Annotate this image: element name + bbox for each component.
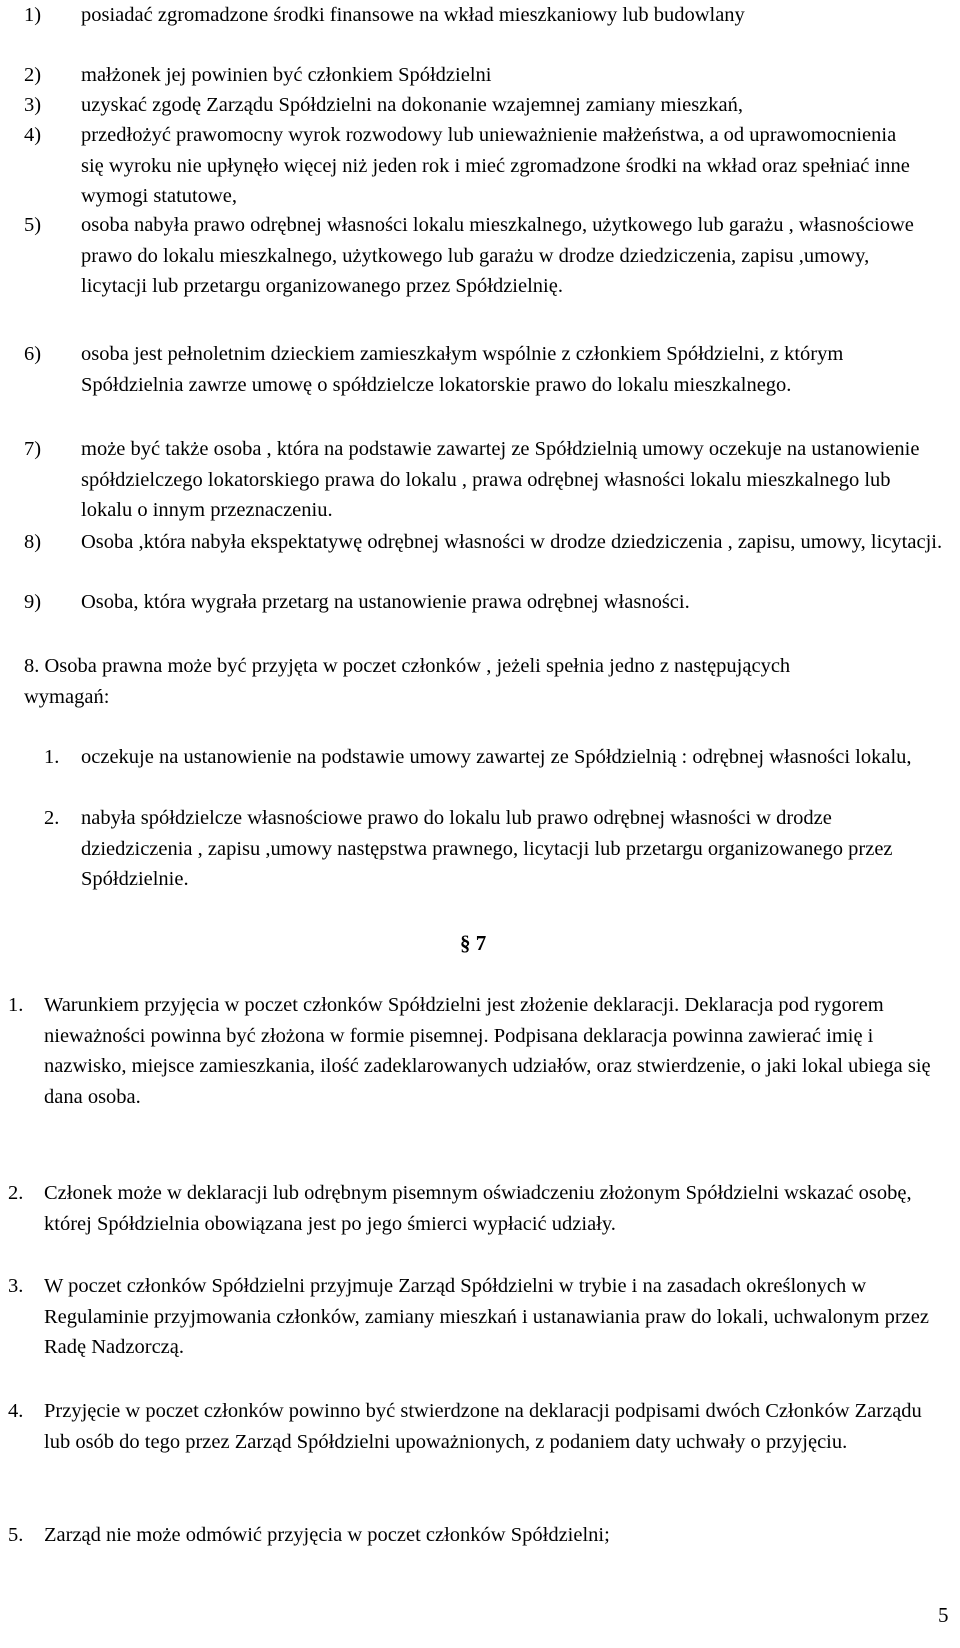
item-text: osoba nabyła prawo odrębnej własności lokalu mieszkalnego, użytkowego lub garażu , własnościowe prawo do lokalu mieszkalnego, użytkowego lub garażu w drodze dziedziczenia, zapisu ,umowy, licytacji lub przetargu organizowanego przez Spółdzielnię.	[81, 214, 914, 297]
item-number: 3)	[24, 94, 42, 116]
list-b-item-1	[44, 742, 924, 773]
list-c-item-2	[8, 1178, 938, 1239]
item-text: oczekuje na ustanowienie na podstawie umowy zawartej ze Spółdzielnią : odrębnej własności lokalu,	[81, 746, 912, 768]
item-text: Osoba ,która nabyła ekspektatywę odrębnej własności w drodze dziedziczenia , zapisu, umowy, licytacji.	[81, 531, 943, 553]
item-text: może być także osoba , która na podstawie zawartej ze Spółdzielnią umowy oczekuje na ustanowienie spółdzielczego lokatorskiego prawa do lokalu , prawa odrębnej własności lokalu mieszkalnego lub lokalu o innym przeznaczeniu.	[81, 438, 920, 521]
item-text: nabyła spółdzielcze własnościowe prawo do lokalu lub prawo odrębnej własności w drodze dziedziczenia , zapisu ,umowy następstwa prawnego, licytacji lub przetargu organizowanego przez Spółdzielnie.	[81, 807, 893, 890]
list-a-item-6	[24, 339, 944, 400]
paragraph-8: 8. Osoba prawna może być przyjęta w poczet członków , jeżeli spełnia jedno z następujących wymagań:	[24, 655, 791, 708]
item-number: 1)	[24, 4, 42, 26]
list-a-item-4	[24, 120, 944, 212]
item-number: 3.	[8, 1275, 24, 1297]
item-text: uzyskać zgodę Zarządu Spółdzielni na dokonanie wzajemnej zamiany mieszkań,	[81, 94, 744, 116]
item-number: 2.	[44, 807, 60, 829]
list-a-item-2	[24, 60, 944, 91]
item-text: Członek może w deklaracji lub odrębnym pisemnym oświadczeniu złożonym Spółdzielni wskazać osobę, której Spółdzielnia obowiązana jest po jego śmierci wypłacić udziały.	[44, 1182, 912, 1235]
item-number: 4)	[24, 124, 42, 146]
page-number: 5	[938, 1603, 949, 1627]
section-heading: § 7	[460, 931, 487, 955]
item-text: W poczet członków Spółdzielni przyjmuje Zarząd Spółdzielni w trybie i na zasadach określonych w Regulaminie przyjmowania członków, zamiany mieszkań i ustanawiania praw do lokali, uchwalonym przez Radę Nadzorczą.	[44, 1275, 930, 1358]
list-a-item-5	[24, 210, 944, 302]
list-a-item-8	[24, 527, 944, 558]
item-text: osoba jest pełnoletnim dzieckiem zamieszkałym wspólnie z członkiem Spółdzielni, z którym Spółdzielnia zawrze umowę o spółdzielcze lokatorskie prawo do lokalu mieszkalnego.	[81, 343, 844, 396]
item-number: 1.	[44, 746, 60, 768]
item-text: przedłożyć prawomocny wyrok rozwodowy lub unieważnienie małżeństwa, a od uprawomocnienia się wyroku nie upłynęło więcej niż jeden rok i mieć zgromadzone środki na wkład oraz spełniać inne wymogi statutowe,	[81, 124, 910, 207]
item-number: 4.	[8, 1400, 24, 1422]
item-number: 2)	[24, 64, 42, 86]
list-c-item-4	[8, 1396, 938, 1457]
item-number: 8)	[24, 531, 42, 553]
item-text: Warunkiem przyjęcia w poczet członków Spółdzielni jest złożenie deklaracji. Deklaracja pod rygorem nieważności powinna być złożona w formie pisemnej. Podpisana deklaracja powinna zawierać imię i nazwisko, miejsce zamieszkania, ilość zadeklarowanych udziałów, oraz stwierdzenie, o jaki lokal ubiega się dana osoba.	[44, 994, 931, 1108]
item-number: 1.	[8, 994, 24, 1016]
item-number: 2.	[8, 1182, 24, 1204]
item-text: posiadać zgromadzone środki finansowe na wkład mieszkaniowy lub budowlany	[81, 4, 745, 26]
list-c-item-3	[8, 1271, 938, 1363]
list-a-item-3	[24, 90, 944, 121]
list-a-item-1	[24, 0, 944, 31]
item-text: małżonek jej powinien być członkiem Spółdzielni	[81, 64, 492, 86]
list-a-item-9	[24, 587, 944, 618]
item-number: 7)	[24, 438, 42, 460]
item-text: Przyjęcie w poczet członków powinno być stwierdzone na deklaracji podpisami dwóch Członków Zarządu lub osób do tego przez Zarząd Spółdzielni upoważnionych, z podaniem daty uchwały o przyjęciu.	[44, 1400, 922, 1453]
list-a-item-7	[24, 434, 944, 526]
item-text: Zarząd nie może odmówić przyjęcia w poczet członków Spółdzielni;	[44, 1524, 610, 1546]
list-c-item-1	[8, 990, 938, 1112]
item-number: 5)	[24, 214, 42, 236]
item-number: 9)	[24, 591, 42, 613]
item-number: 5.	[8, 1524, 24, 1546]
item-text: Osoba, która wygrała przetarg na ustanowienie prawa odrębnej własności.	[81, 591, 690, 613]
list-c-item-5	[8, 1520, 938, 1551]
list-b-item-2	[44, 803, 924, 895]
item-number: 6)	[24, 343, 42, 365]
